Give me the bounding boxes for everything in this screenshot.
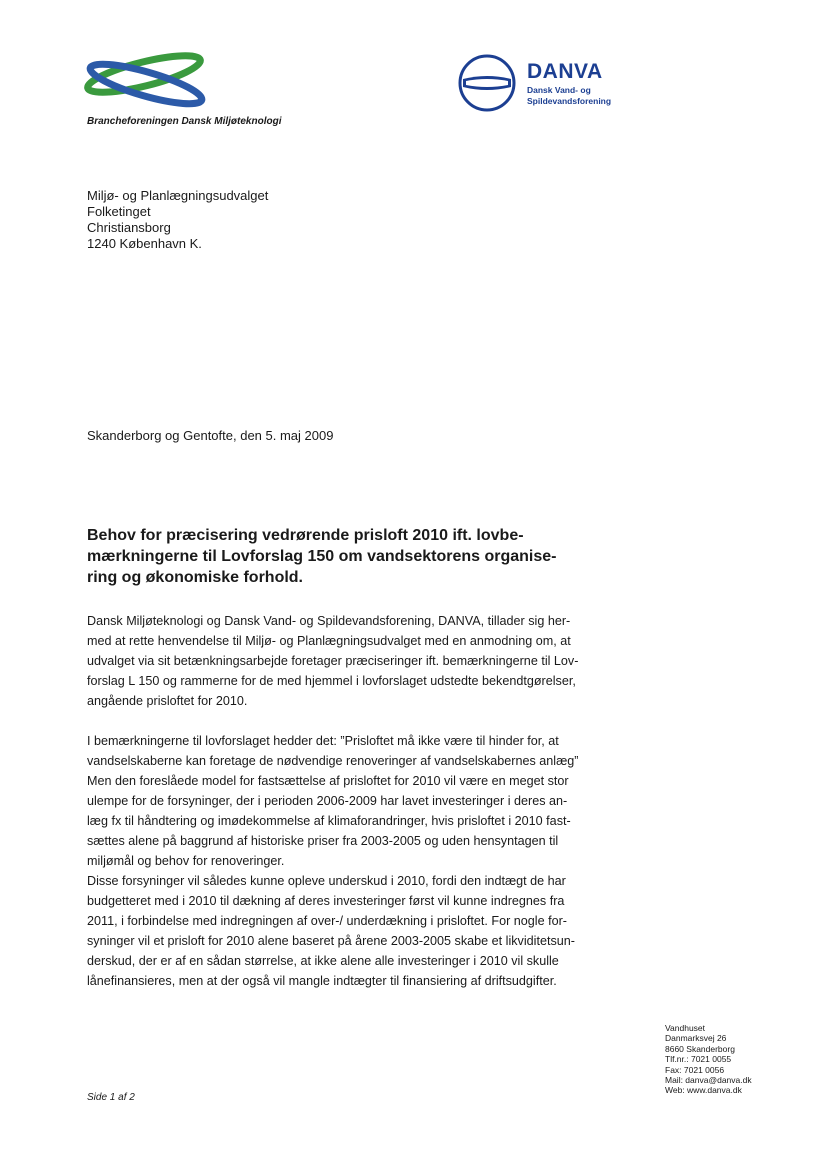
body-line: Disse forsyninger vil således kunne opleve underskud i 2010, fordi den indtægt de har: [87, 874, 566, 888]
danva-subtitle-line-1: Dansk Vand- og: [527, 85, 591, 95]
heading-line: Behov for præcisering vedrørende prisloft 2010 ift. lovbe-: [87, 527, 524, 544]
left-organization-name: Brancheforeningen Dansk Miljøteknologi: [87, 116, 282, 127]
contact-line: Web: www.danva.dk: [665, 1085, 742, 1096]
dansk-miljoteknologi-logo: [84, 44, 208, 116]
body-line: læg fx til håndtering og imødekommelse af klimaforandringer, hvis prisloftet i 2010 fast-: [87, 814, 571, 828]
body-line: lånefinansieres, men at der også vil mangle indtægter til finansiering af driftsudgifter.: [87, 974, 557, 988]
danva-logo-title: DANVA: [527, 60, 603, 83]
body-line: udvalget via sit betænkningsarbejde foretager præciseringer ift. bemærkningerne til Lov-: [87, 654, 579, 668]
body-line: sættes alene på baggrund af historiske priser fra 2003-2005 og uden hensyntagen til: [87, 834, 559, 848]
letter-heading: [87, 525, 627, 588]
heading-line: ring og økonomiske forhold.: [87, 569, 303, 586]
body-line: miljømål og behov for renoveringer.: [87, 854, 285, 868]
contact-line: 8660 Skanderborg: [665, 1043, 735, 1054]
danva-subtitle-line-2: Spildevandsforening: [527, 96, 612, 106]
contact-line: Vandhuset: [665, 1023, 706, 1033]
body-line: Dansk Miljøteknologi og Dansk Vand- og Spildevandsforening, DANVA, tillader sig her-: [87, 614, 571, 628]
address-line: Miljø- og Planlægningsudvalget: [87, 188, 269, 203]
recipient-address: [87, 188, 268, 252]
contact-line: Danmarksvej 26: [665, 1033, 727, 1044]
date-line: Skanderborg og Gentofte, den 5. maj 2009: [87, 428, 334, 443]
address-line: Folketinget: [87, 204, 151, 219]
contact-block: [665, 1023, 752, 1096]
page-number: Side 1 af 2: [87, 1092, 135, 1103]
body-line: vandselskaberne kan foretage de nødvendige renoveringer af vandselskabernes anlæg”: [87, 754, 579, 768]
body-line: 2011, i forbindelse med indregningen af over-/ underdækning i prisloftet. For nogle for-: [87, 914, 568, 928]
address-line: Christiansborg: [87, 220, 171, 235]
body-line: derskud, der er af en sådan størrelse, at ikke alene alle investeringer i 2010 vil skulle: [87, 954, 559, 968]
heading-line: mærkningerne til Lovforslag 150 om vandsektorens organise-: [87, 548, 557, 565]
body-line: Men den foreslåede model for fastsættelse af prisloftet for 2010 vil være en meget stor: [87, 774, 569, 788]
body-line: syninger vil et prisloft for 2010 alene baseret på årene 2003-2005 skabe et likviditetsun-: [87, 934, 575, 948]
address-line: 1240 København K.: [87, 236, 202, 251]
body-line: angående prisloftet for 2010.: [87, 694, 248, 708]
body-line: med at rette henvendelse til Miljø- og Planlægningsudvalget med en anmodning om, at: [87, 634, 571, 648]
contact-line: Mail: danva@danva.dk: [665, 1075, 752, 1086]
body-line: budgetteret med i 2010 til dækning af deres investeringer først vil kunne indregnes fra: [87, 894, 565, 908]
letter-body: [87, 611, 647, 991]
contact-line: Fax: 7021 0056: [665, 1064, 725, 1075]
paragraph-gap: [87, 711, 647, 731]
body-line: ulempe for de forsyninger, der i perioden 2006-2009 har lavet investeringer i deres an-: [87, 794, 568, 808]
contact-line: Tlf.nr.: 7021 0055: [665, 1054, 732, 1065]
danva-logo-subtitle: [527, 85, 611, 107]
body-line: I bemærkningerne til lovforslaget hedder det: ”Prisloftet må ikke være til hinder for, at: [87, 734, 559, 748]
danva-logo: [456, 52, 518, 114]
body-line: forslag L 150 og rammerne for de med hjemmel i lovforslaget udstedte bekendtgørelser,: [87, 674, 576, 688]
